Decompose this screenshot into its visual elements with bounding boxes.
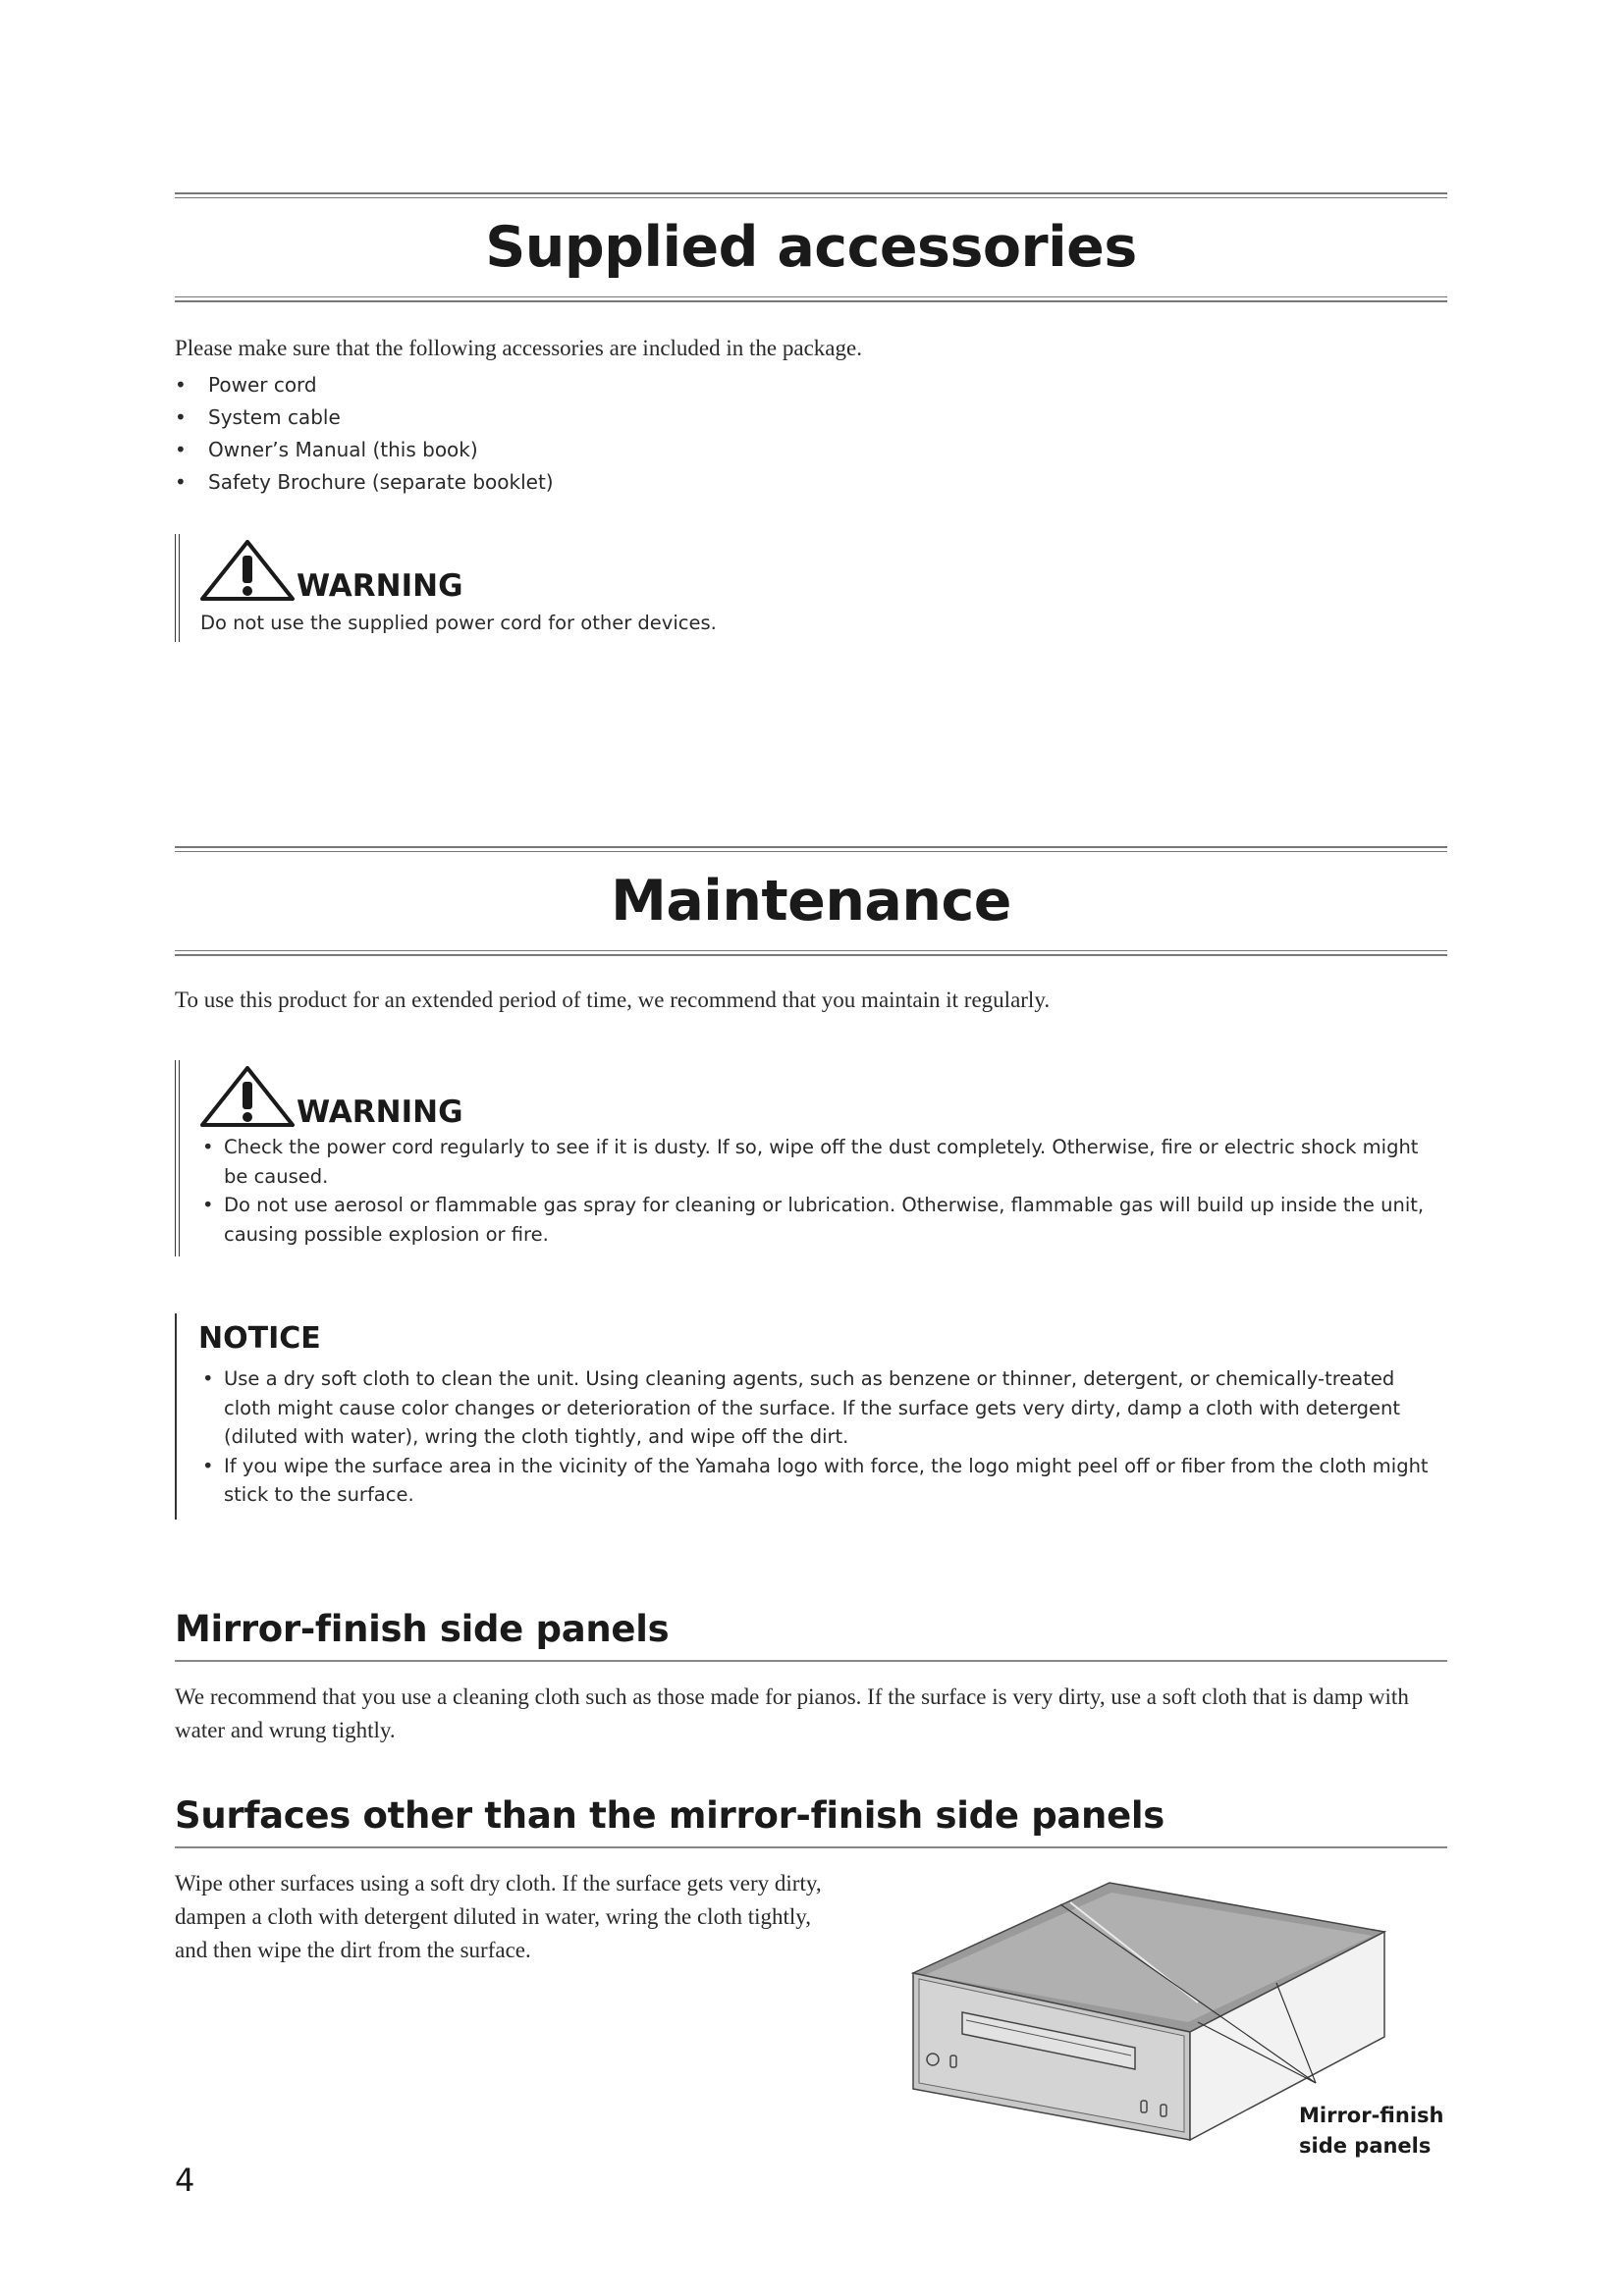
accessories-intro: Please make sure that the following accessories are included in the package. [175, 336, 862, 360]
maintenance-intro: To use this product for an extended period of time, we recommend that you maintain it regularly. [175, 988, 1051, 1012]
other-surfaces-text: Wipe other surfaces using a soft dry cloth. If the surface gets very dirty, dampen a cloth with detergent diluted in water, wring the cloth tightly, and then wipe the dirt from the surface. [175, 1871, 822, 1962]
accessories-list [175, 369, 554, 499]
mirror-finish-text: We recommend that you use a cleaning cloth such as those made for pianos. If the surface is very dirty, use a soft cloth that is damp with water and wrung tightly. [175, 1684, 1409, 1742]
warning-text: Do not use the supplied power cord for other devices. [200, 612, 717, 634]
notice-list [198, 1364, 1435, 1510]
list-item: • Check the power cord regularly to see if it is dusty. If so, wipe off the dust completely. Otherwise, fire or electric shock might be caused. [202, 1136, 1419, 1188]
supplied-accessories-banner [175, 192, 1447, 302]
callout-line: Mirror-finish [1299, 2104, 1444, 2127]
warning-bar [175, 1060, 180, 1256]
warning-label: WARNING [297, 568, 463, 604]
list-item: • If you wipe the surface area in the vicinity of the Yamaha logo with force, the logo might peel off or fiber from the cloth might stick to the surface. [202, 1454, 1429, 1506]
list-item: • Do not use aerosol or flammable gas spray for cleaning or lubrication. Otherwise, flammable gas will build up inside the unit, causing possible explosion or fire. [202, 1194, 1425, 1246]
notice-box [175, 1313, 1447, 1520]
title-rule-bottom [175, 950, 1447, 956]
warning-label: WARNING [297, 1095, 463, 1130]
callout-line: side panels [1299, 2134, 1432, 2158]
warning-triangle-icon [198, 538, 297, 603]
section-title-maintenance: Maintenance [611, 869, 1011, 934]
warning-heading [198, 1064, 463, 1129]
warning-triangle-icon [198, 1064, 297, 1129]
title-rule-bottom [175, 296, 1447, 302]
list-item: • System cable [175, 405, 341, 429]
warning-bar [175, 534, 180, 642]
page-number: 4 [175, 2162, 195, 2199]
warning-heading [198, 538, 463, 603]
list-item: • Owner’s Manual (this book) [175, 438, 478, 461]
list-item: • Power cord [175, 373, 317, 397]
notice-label: NOTICE [198, 1321, 321, 1356]
list-item: • Safety Brochure (separate booklet) [175, 470, 554, 494]
accessories-warning-box [175, 534, 1157, 642]
notice-bar [175, 1313, 177, 1520]
warning-list [198, 1133, 1435, 1249]
heading-mirror-finish: Mirror-finish side panels [175, 1608, 1447, 1662]
list-item: • Use a dry soft cloth to clean the unit. Using cleaning agents, such as benzene or thinner, detergent, or chemically-treated cloth might cause color changes or deterioration of the surface. If the surface gets very dirty, damp a cloth with detergent (diluted with water), wring the cloth tightly, and wipe off the dirt. [202, 1367, 1401, 1448]
mirror-finish-callout [1299, 2101, 1443, 2162]
maintenance-warning-box [175, 1060, 1447, 1256]
maintenance-banner [175, 846, 1447, 956]
section-title-supplied-accessories: Supplied accessories [485, 215, 1137, 280]
heading-other-surfaces: Surfaces other than the mirror-finish side panels [175, 1794, 1447, 1848]
